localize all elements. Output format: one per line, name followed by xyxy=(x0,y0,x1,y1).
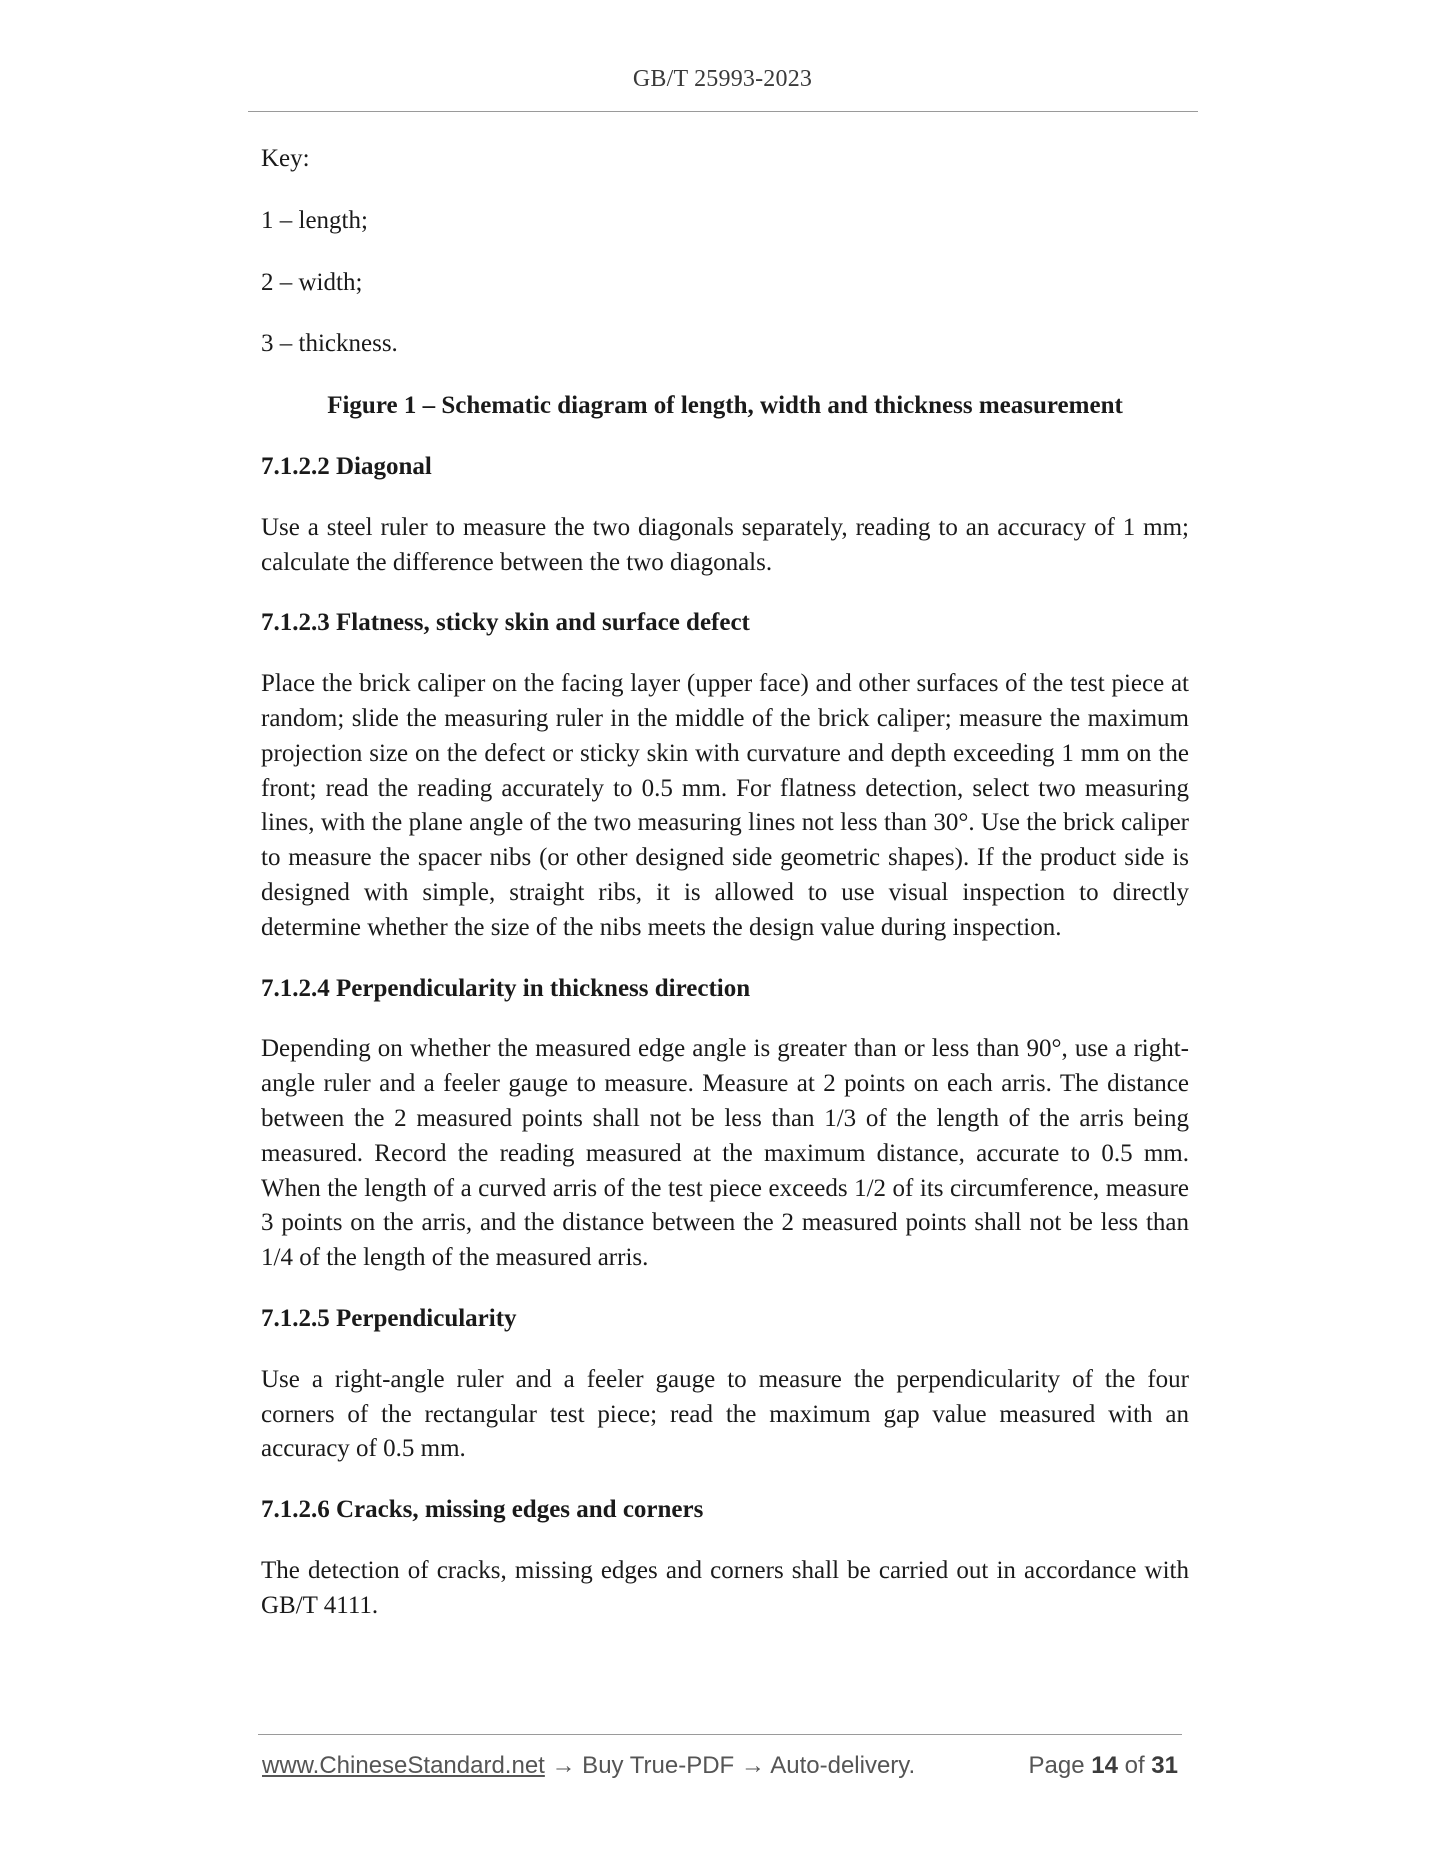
footer-divider xyxy=(258,1734,1182,1735)
of-label: of xyxy=(1124,1752,1145,1779)
website-link[interactable]: www.ChineseStandard.net xyxy=(262,1752,545,1779)
document-header-title: GB/T 25993-2023 xyxy=(632,66,813,92)
page-content xyxy=(261,142,1189,1650)
footer-promo-text: → Buy True-PDF → Auto-delivery. xyxy=(544,1752,916,1779)
page-label: Page xyxy=(1028,1752,1085,1779)
key-item-thickness: 3 – thickness. xyxy=(261,330,398,358)
header-divider xyxy=(248,111,1198,112)
section-heading-perpendicularity-thickness: 7.1.2.4 Perpendicularity in thickness direction xyxy=(261,974,751,1002)
section-body-cracks: The detection of cracks, missing edges and corners shall be carried out in accordance with GB/T 4111. xyxy=(261,1556,1189,1619)
section-body-perpendicularity: Use a right-angle ruler and a feeler gauge to measure the perpendicularity of the four corners of the rectangular test piece; read the maximum gap value measured with an accuracy of 0.5 mm. xyxy=(261,1365,1189,1463)
key-item-width: 2 – width; xyxy=(261,268,363,296)
section-heading-flatness: 7.1.2.3 Flatness, sticky skin and surface defect xyxy=(261,609,750,637)
page-indicator xyxy=(1029,1752,1179,1780)
section-body-perpendicularity-thickness: Depending on whether the measured edge angle is greater than or less than 90°, use a right-angle ruler and a feeler gauge to measure. Measure at 2 points on each arris. The distance between the 2 measured points shall not be less than 1/3 of the length of the arris being measured. Record the reading measured at the maximum distance, accurate to 0.5 mm. When the length of a curved arris of the test piece exceeds 1/2 of its circumference, measure 3 points on the arris, and the distance between the 2 measured points shall not be less than 1/4 of the length of the measured arris. xyxy=(261,1035,1189,1272)
figure-caption: Figure 1 – Schematic diagram of length, width and thickness measurement xyxy=(327,392,1123,420)
section-heading-cracks: 7.1.2.6 Cracks, missing edges and corners xyxy=(261,1496,704,1524)
footer-promo xyxy=(262,1752,915,1780)
section-heading-diagonal: 7.1.2.2 Diagonal xyxy=(261,452,432,480)
section-body-flatness: Place the brick caliper on the facing layer (upper face) and other surfaces of the test piece at random; slide the measuring ruler in the middle of the brick caliper; measure the maximum projection size on the defect or sticky skin with curvature and depth exceeding 1 mm on the front; read the reading accurately to 0.5 mm. For flatness detection, select two measuring lines, with the plane angle of the two measuring lines not less than 30°. Use the brick caliper to measure the spacer nibs (or other designed side geometric shapes). If the product side is designed with simple, straight ribs, it is allowed to use visual inspection to directly determine whether the size of the nibs meets the design value during inspection. xyxy=(261,670,1189,941)
key-item-length: 1 – length; xyxy=(261,206,368,234)
section-body-diagonal: Use a steel ruler to measure the two diagonals separately, reading to an accuracy of 1 mm; calculate the difference between the two diagonals. xyxy=(261,513,1189,576)
section-heading-perpendicularity: 7.1.2.5 Perpendicularity xyxy=(261,1304,517,1332)
key-label: Key: xyxy=(261,145,310,172)
total-pages-number: 31 xyxy=(1151,1752,1178,1779)
current-page-number: 14 xyxy=(1091,1752,1118,1779)
